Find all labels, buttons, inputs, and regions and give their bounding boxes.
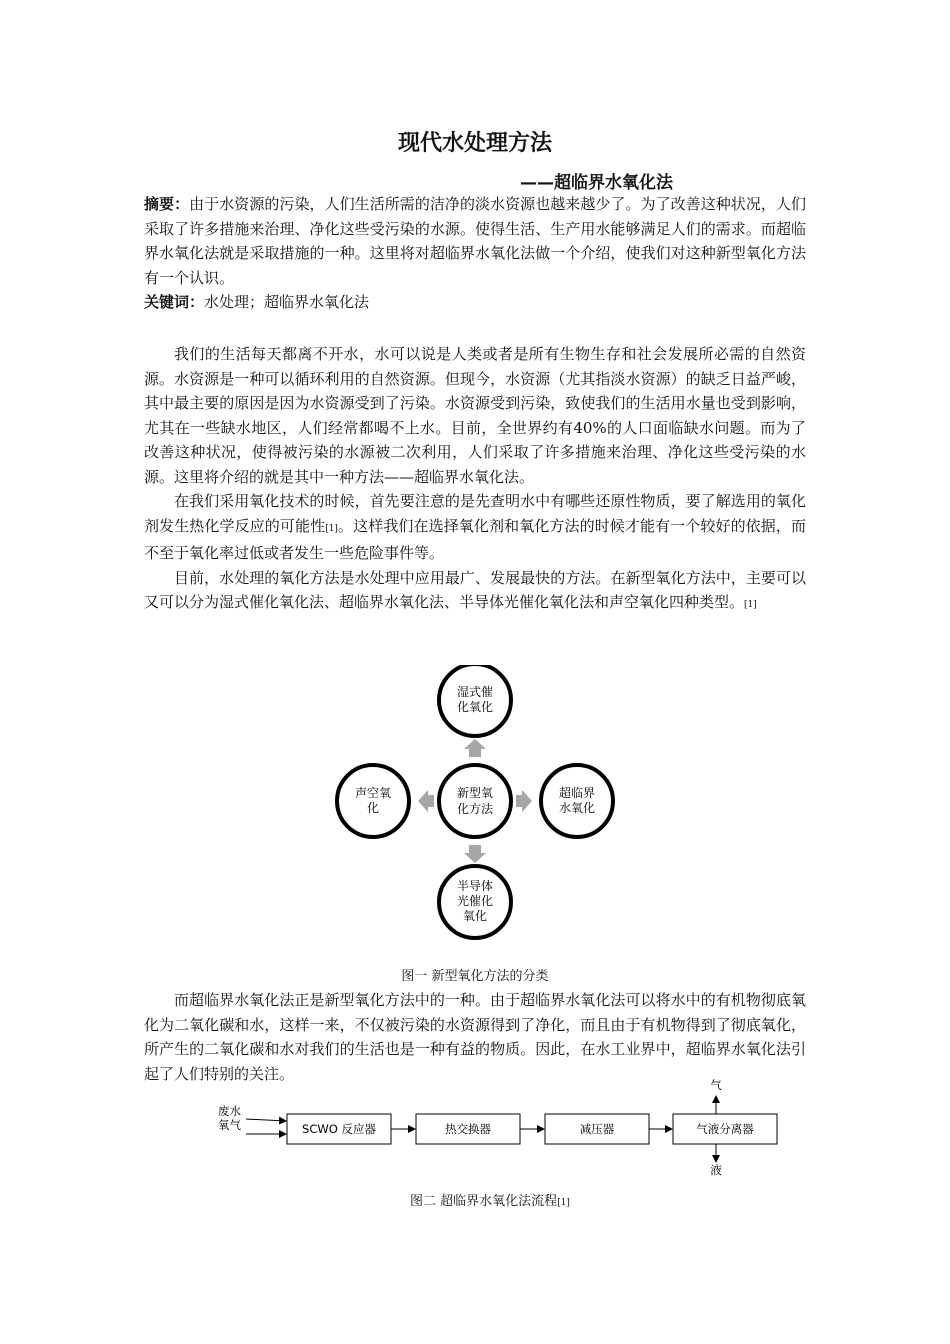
- box-pressure-reducer-label: 减压器: [579, 1122, 615, 1136]
- node-center-line1: 新型氧: [456, 786, 494, 800]
- abstract: [144, 192, 806, 290]
- abstract-label: 摘要：: [144, 195, 190, 213]
- node-right-line2: 水氧化: [558, 801, 596, 815]
- arrow-right: [516, 790, 532, 812]
- node-left-line1: 声空氧: [354, 786, 392, 800]
- input-wastewater-label: 废水: [218, 1104, 241, 1118]
- paragraph-3-text: 目前，水处理的氧化方法是水处理中应用最广、发展最快的方法。在新型氧化方法中，主要可以又可以分为湿式催化氧化法、超临界水氧化法、半导体光催化氧化法和声空氧化四种类型。: [144, 568, 806, 611]
- paragraph-4: 而超临界水氧化法正是新型氧化方法中的一种。由于超临界水氧化法可以将水中的有机物彻底氧化为二氧化碳和水，这样一来，不仅被污染的水资源得到了净化，而且由于有机物得到了彻底氧化，所产生的二氧化碳和水对我们的生活也是一种有益的物质。因此，在水工业界中，超临界水氧化法引起了人们特别的关注。: [144, 991, 806, 1083]
- figure-2-flowchart: [210, 1076, 800, 1178]
- paragraph-2-text-b: 。这样我们在选择氧化剂和氧化方法的时候才能有一个较好的依据，而不至于氧化率过低或者发生一些危险事件等。: [144, 516, 806, 562]
- abstract-text: 由于水资源的污染，人们生活所需的洁净的淡水资源也越来越少了。为了改善这种状况，人们采取了许多措施来治理、净化这些受污染的水源。使得生活、生产用水能够满足人们的需求。而超临界水氧化法就是采取措施的一种。这里将对超临界水氧化法做一个介绍，使我们对这种新型氧化方法有一个认识。: [144, 195, 806, 287]
- figure-2-caption: [15, 1190, 950, 1209]
- figure-1-caption: 图一 新型氧化方法的分类: [401, 969, 549, 984]
- citation-ref: [1]: [325, 523, 338, 534]
- page-title: 现代水处理方法: [397, 131, 552, 156]
- arrow-up: [464, 739, 486, 757]
- body-section-1: [144, 342, 806, 618]
- figure-2-caption-ref: [1]: [557, 1198, 570, 1208]
- box-scwo-reactor-label: SCWO 反应器: [302, 1122, 376, 1136]
- gas-out-label: 气: [710, 1078, 722, 1092]
- page-subtitle: ——超临界水氧化法: [520, 173, 673, 193]
- node-center-line2: 化方法: [456, 802, 494, 816]
- paragraph-3: [144, 566, 806, 618]
- figure-2-caption-text: 图二 超临界水氧化法流程: [410, 1194, 558, 1209]
- arrow-down: [464, 845, 486, 863]
- keywords-text: 水处理；超临界水氧化法: [204, 293, 370, 311]
- paragraph-2-text-a: 在我们采用氧化技术的时候，首先要注意的是先查明水中有哪些还原性物质，要了解选用的氧化剂发生热化学反应的可能性: [144, 492, 806, 535]
- paragraph-2: [144, 489, 806, 566]
- input-oxygen-label: 氧气: [218, 1118, 241, 1132]
- input-wastewater-arrow: [246, 1119, 286, 1121]
- node-left-line2: 化: [366, 801, 380, 815]
- node-top-line1: 湿式催: [456, 685, 494, 699]
- node-bottom-line1: 半导体: [456, 879, 494, 893]
- arrow-left: [418, 790, 434, 812]
- node-top-line2: 化氧化: [456, 700, 494, 714]
- citation-ref: [1]: [744, 600, 757, 610]
- keywords: [144, 290, 806, 315]
- liquid-out-label: 液: [710, 1163, 722, 1177]
- body-section-2: [144, 988, 806, 1086]
- box-heat-exchanger-label: 热交换器: [445, 1122, 491, 1136]
- keywords-label: 关键词：: [144, 293, 205, 311]
- node-bottom-line3: 氧化: [462, 909, 488, 923]
- paragraph-1: 我们的生活每天都离不开水，水可以说是人类或者是所有生物生存和社会发展所必需的自然资源。水资源是一种可以循环利用的自然资源。但现今，水资源（尤其指淡水资源）的缺乏日益严峻，其中最主要的原因是因为水资源受到了污染。水资源受到污染，致使我们的生活用水量也受到影响，尤其在一些缺水地区，人们经常都喝不上水。目前，全世界约有40%的人口面临缺水问题。而为了改善这种状况，使得被污染的水源被二次利用，人们采取了许多措施来治理、净化这些受污染的水源。这里将介绍的就是其中一种方法——超临界水氧化法。: [144, 345, 806, 486]
- node-right-line1: 超临界: [558, 786, 596, 800]
- node-center: [439, 765, 511, 837]
- box-gas-liquid-separator-label: 气液分离器: [696, 1122, 754, 1136]
- figure-1-diagram: [320, 665, 630, 945]
- node-bottom-line2: 光催化: [456, 894, 494, 908]
